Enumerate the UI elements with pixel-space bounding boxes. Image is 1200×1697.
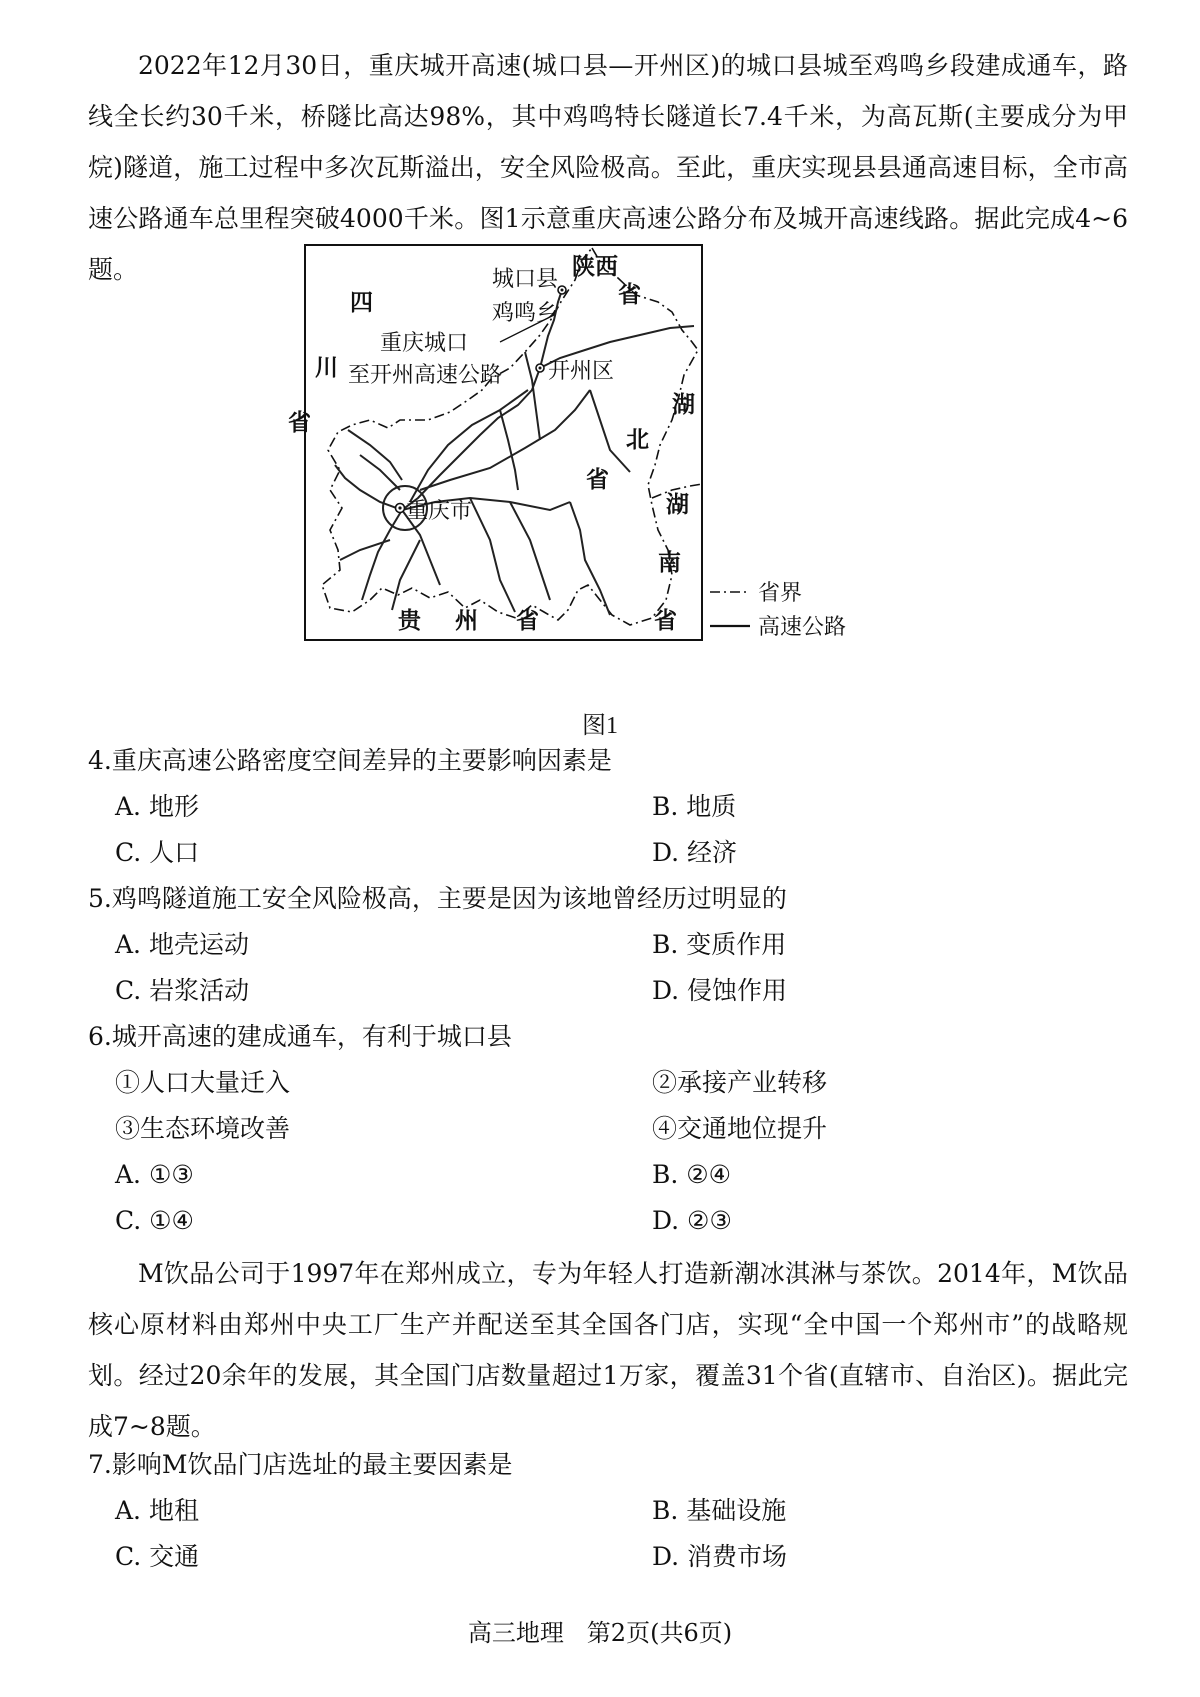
label-si: 四 <box>350 290 373 316</box>
q4-option-c: C. 人口 <box>115 838 200 867</box>
q6-item-1: ①人口大量迁入 <box>115 1068 291 1097</box>
label-hunan-sheng: 省 <box>654 608 677 634</box>
figure-caption: 图1 <box>582 713 618 739</box>
q7-option-b: B. 基础设施 <box>652 1496 787 1525</box>
question-7-stem: 7.影响M饮品门店选址的最主要因素是 <box>88 1450 513 1479</box>
label-jiming: 鸡鸣乡 <box>492 301 559 326</box>
q6-option-b: B. ②④ <box>652 1160 732 1189</box>
q5-option-d: D. 侵蚀作用 <box>652 976 788 1005</box>
q5-option-a: A. 地壳运动 <box>115 930 249 959</box>
page-footer: 高三地理 第2页(共6页) <box>467 1619 733 1647</box>
q5-option-c: C. 岩浆活动 <box>115 976 250 1005</box>
q7-option-a: A. 地租 <box>115 1496 199 1525</box>
q4-option-a: A. 地形 <box>115 792 199 821</box>
chongqing-highway-map <box>288 240 920 660</box>
label-bei: 北 <box>626 427 649 453</box>
intro-paragraph-chongqing: 2022年12月30日，重庆城开高速(城口县—开州区)的城口县城至鸡鸣乡段建成通车，路线全长约30千米，桥隧比高达98%，其中鸡鸣特长隧道长7.4千米，为高瓦斯(主要成分为甲烷)隧道，施工过程中多次瓦斯溢出，安全风险极高。至此，重庆实现县县通高速目标，全市高速公路通车总里程突破4000千米。图1示意重庆高速公路分布及城开高速线路。据此完成4~6题。 <box>88 51 1128 284</box>
label-zhou: 州 <box>455 608 478 634</box>
question-4-stem: 4.重庆高速公路密度空间差异的主要影响因素是 <box>88 746 612 775</box>
label-guizhou-sheng: 省 <box>516 608 539 634</box>
q6-item-4: ④交通地位提升 <box>652 1114 828 1143</box>
label-chuan: 川 <box>315 355 338 381</box>
legend-highway-label: 高速公路 <box>758 615 847 640</box>
label-hubei-sheng: 省 <box>586 467 609 493</box>
label-hu2: 湖 <box>666 492 689 518</box>
label-hu1: 湖 <box>672 392 695 418</box>
q6-option-c: C. ①④ <box>115 1206 194 1235</box>
label-sichuan-sheng: 省 <box>288 410 311 436</box>
question-5-stem: 5.鸡鸣隧道施工安全风险极高，主要是因为该地曾经历过明显的 <box>88 884 787 913</box>
question-6-stem: 6.城开高速的建成通车，有利于城口县 <box>88 1022 512 1051</box>
q6-option-d: D. ②③ <box>652 1206 732 1235</box>
q6-item-2: ②承接产业转移 <box>652 1068 828 1097</box>
q7-option-d: D. 消费市场 <box>652 1542 788 1571</box>
q4-option-d: D. 经济 <box>652 838 738 867</box>
legend-border-label: 省界 <box>758 581 803 606</box>
label-gui: 贵 <box>398 608 421 634</box>
q5-option-b: B. 变质作用 <box>652 930 787 959</box>
label-route-2: 至开州高速公路 <box>348 363 503 388</box>
label-shaanxi-sheng: 省 <box>618 282 641 308</box>
q4-option-b: B. 地质 <box>652 792 737 821</box>
q6-item-3: ③生态环境改善 <box>115 1114 291 1143</box>
label-route-1: 重庆城口 <box>380 331 469 356</box>
label-kaizhou: 开州区 <box>548 359 615 384</box>
label-nan: 南 <box>658 550 681 576</box>
label-chongqing: 重庆市 <box>406 499 473 524</box>
q6-option-a: A. ①③ <box>115 1160 194 1189</box>
q7-option-c: C. 交通 <box>115 1542 200 1571</box>
label-shaanxi: 陕西 <box>572 254 618 280</box>
intro-paragraph-m-drinks: M饮品公司于1997年在郑州成立，专为年轻人打造新潮冰淇淋与茶饮。2014年，M饮品核心原材料由郑州中央工厂生产并配送至其全国各门店，实现“全中国一个郑州市”的战略规划。经过20余年的发展，其全国门店数量超过1万家，覆盖31个省(直辖市、自治区)。据此完成7~8题。 <box>88 1259 1128 1441</box>
label-chengkou: 城口县 <box>492 267 559 292</box>
